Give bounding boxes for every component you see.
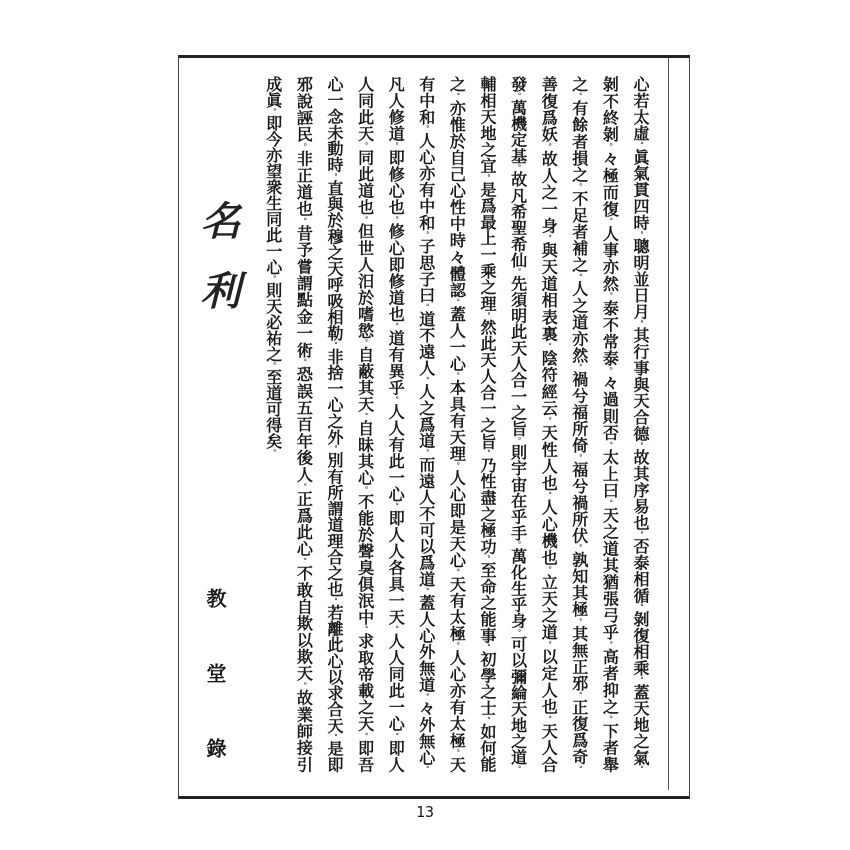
page-number: 13 xyxy=(415,803,435,821)
text-column: 之。有餘者損之。不足者補之。人之道亦然。禍兮福所倚。福兮禍所伏。孰知其極。其無正邪。正復爲奇。 xyxy=(569,76,589,773)
text-column: 成眞。即今亦望衆生同此一心。則天必祐之。至道可得矣。 xyxy=(263,76,283,456)
text-column: 剝不終剝。々極而復。人事亦然。泰不常泰。々過則否。太上曰。天之道其猶張弓乎。高者抑之。下者舉 xyxy=(600,76,620,773)
text-column: 善復爲妖。故人之一身。與天道相表裏。陰符經云。天性人也。人心機也。立天之道。以定人也。天人合 xyxy=(539,76,559,773)
text-column: 發。萬機定基。故凡希聖希仙。先須明此天人合一之旨。則宇宙在乎手。萬化生乎身。可以彌綸天地之道。 xyxy=(508,76,528,773)
text-column: 人同此天。同此道也。但世人汨於嗜慾。自蔽其天。自昧其心。不能於聲臭俱泯中。求取帝載之天。即吾 xyxy=(355,76,375,773)
text-column: 心若太虛。眞氣貫四時。聰明並日月。其行事與天合德。故其序易也。否泰相循。剝復相乘。蓋天地之氣。 xyxy=(631,76,650,773)
frame-rule xyxy=(668,58,669,790)
text-column: 心一念未動時。直與於穆之天呼吸相勒。非捨一心之外。別有所謂道理合之也。若離此心以求合天。是即 xyxy=(325,76,344,773)
text-column: 之。亦惟於自己心性中時々體認。蓋人一心。本具有天理。人心即是天心。天有太極。人心亦有太極。天 xyxy=(447,76,467,773)
book-title: 教堂錄 xyxy=(203,588,227,758)
text-column: 凡人修道。即修心也。修心即修道也。道有異乎。人人有此一心。即人人各具一天。人人同此一心。即人 xyxy=(386,76,406,773)
text-column: 有中和。人心亦有中和。子思子曰。道不遠人。人之爲道。而遠人不可以爲道。蓋人心外無道。々外無心。 xyxy=(416,76,436,773)
text-column: 輔相天地之宜。是爲最上一乘之理。然此天人合一之旨。乃性盡之極功。至命之能事。初學之士。如何能 xyxy=(478,76,497,773)
text-column: 邪說誣民。非正道也。昔予嘗謂點金一術。恐誤五百年後人。正爲此心。不敢自欺以欺天。故業師接引 xyxy=(294,76,314,773)
heading: 名利 xyxy=(194,200,241,340)
